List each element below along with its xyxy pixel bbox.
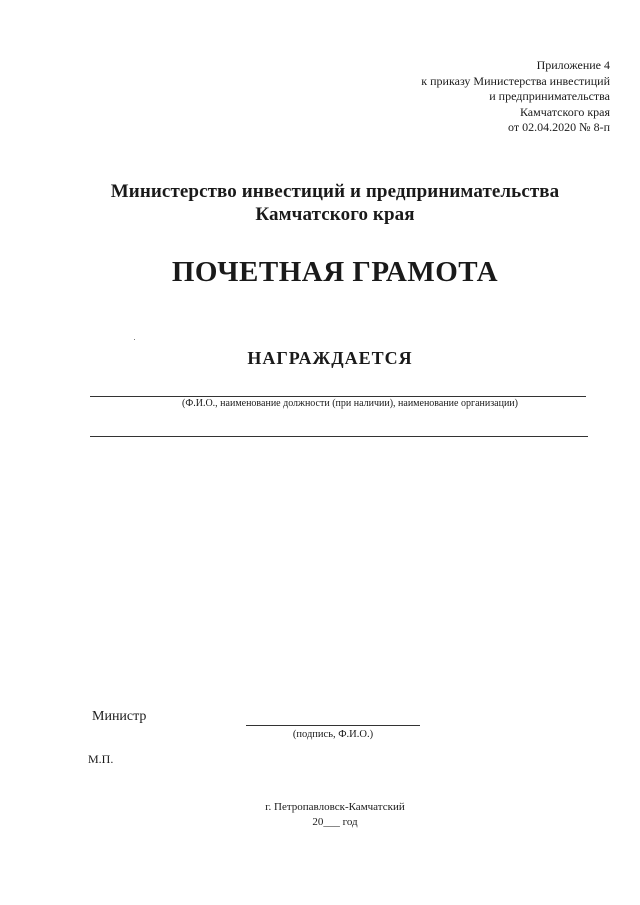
ministry-heading — [0, 180, 640, 226]
appendix-order-ref: к приказу Министерства инвестиций — [421, 73, 610, 88]
document-title: ПОЧЕТНАЯ ГРАМОТА — [171, 256, 499, 288]
year-label: 20___ год — [312, 816, 358, 828]
appendix-date: от 02.04.2020 № 8-п — [508, 120, 610, 134]
ministry-name: Министерство инвестиций и предпринимательства — [110, 181, 560, 202]
appendix-region: Камчатского края — [519, 104, 610, 119]
recipient-caption: (Ф.И.О., наименование должности (при наличии), наименование организации) — [182, 398, 518, 409]
recipient-line-second — [90, 436, 588, 437]
recipient-line — [90, 396, 586, 397]
seal-place-label: М.П. — [88, 752, 114, 766]
awarded-heading: НАГРАЖДАЕТСЯ — [247, 348, 413, 368]
city-label: г. Петропавловск-Камчатский — [265, 801, 405, 813]
minister-label: Министр — [92, 709, 147, 724]
signature-caption: (подпись, Ф.И.О.) — [292, 729, 374, 740]
place-and-year — [0, 800, 640, 830]
appendix-order-ref-cont: и предпринимательства — [489, 89, 610, 103]
appendix-block — [421, 58, 610, 136]
scan-speck — [134, 339, 135, 340]
signature-line — [246, 725, 420, 726]
appendix-number: Приложение 4 — [536, 58, 610, 72]
ministry-region: Камчатского края — [255, 204, 415, 225]
